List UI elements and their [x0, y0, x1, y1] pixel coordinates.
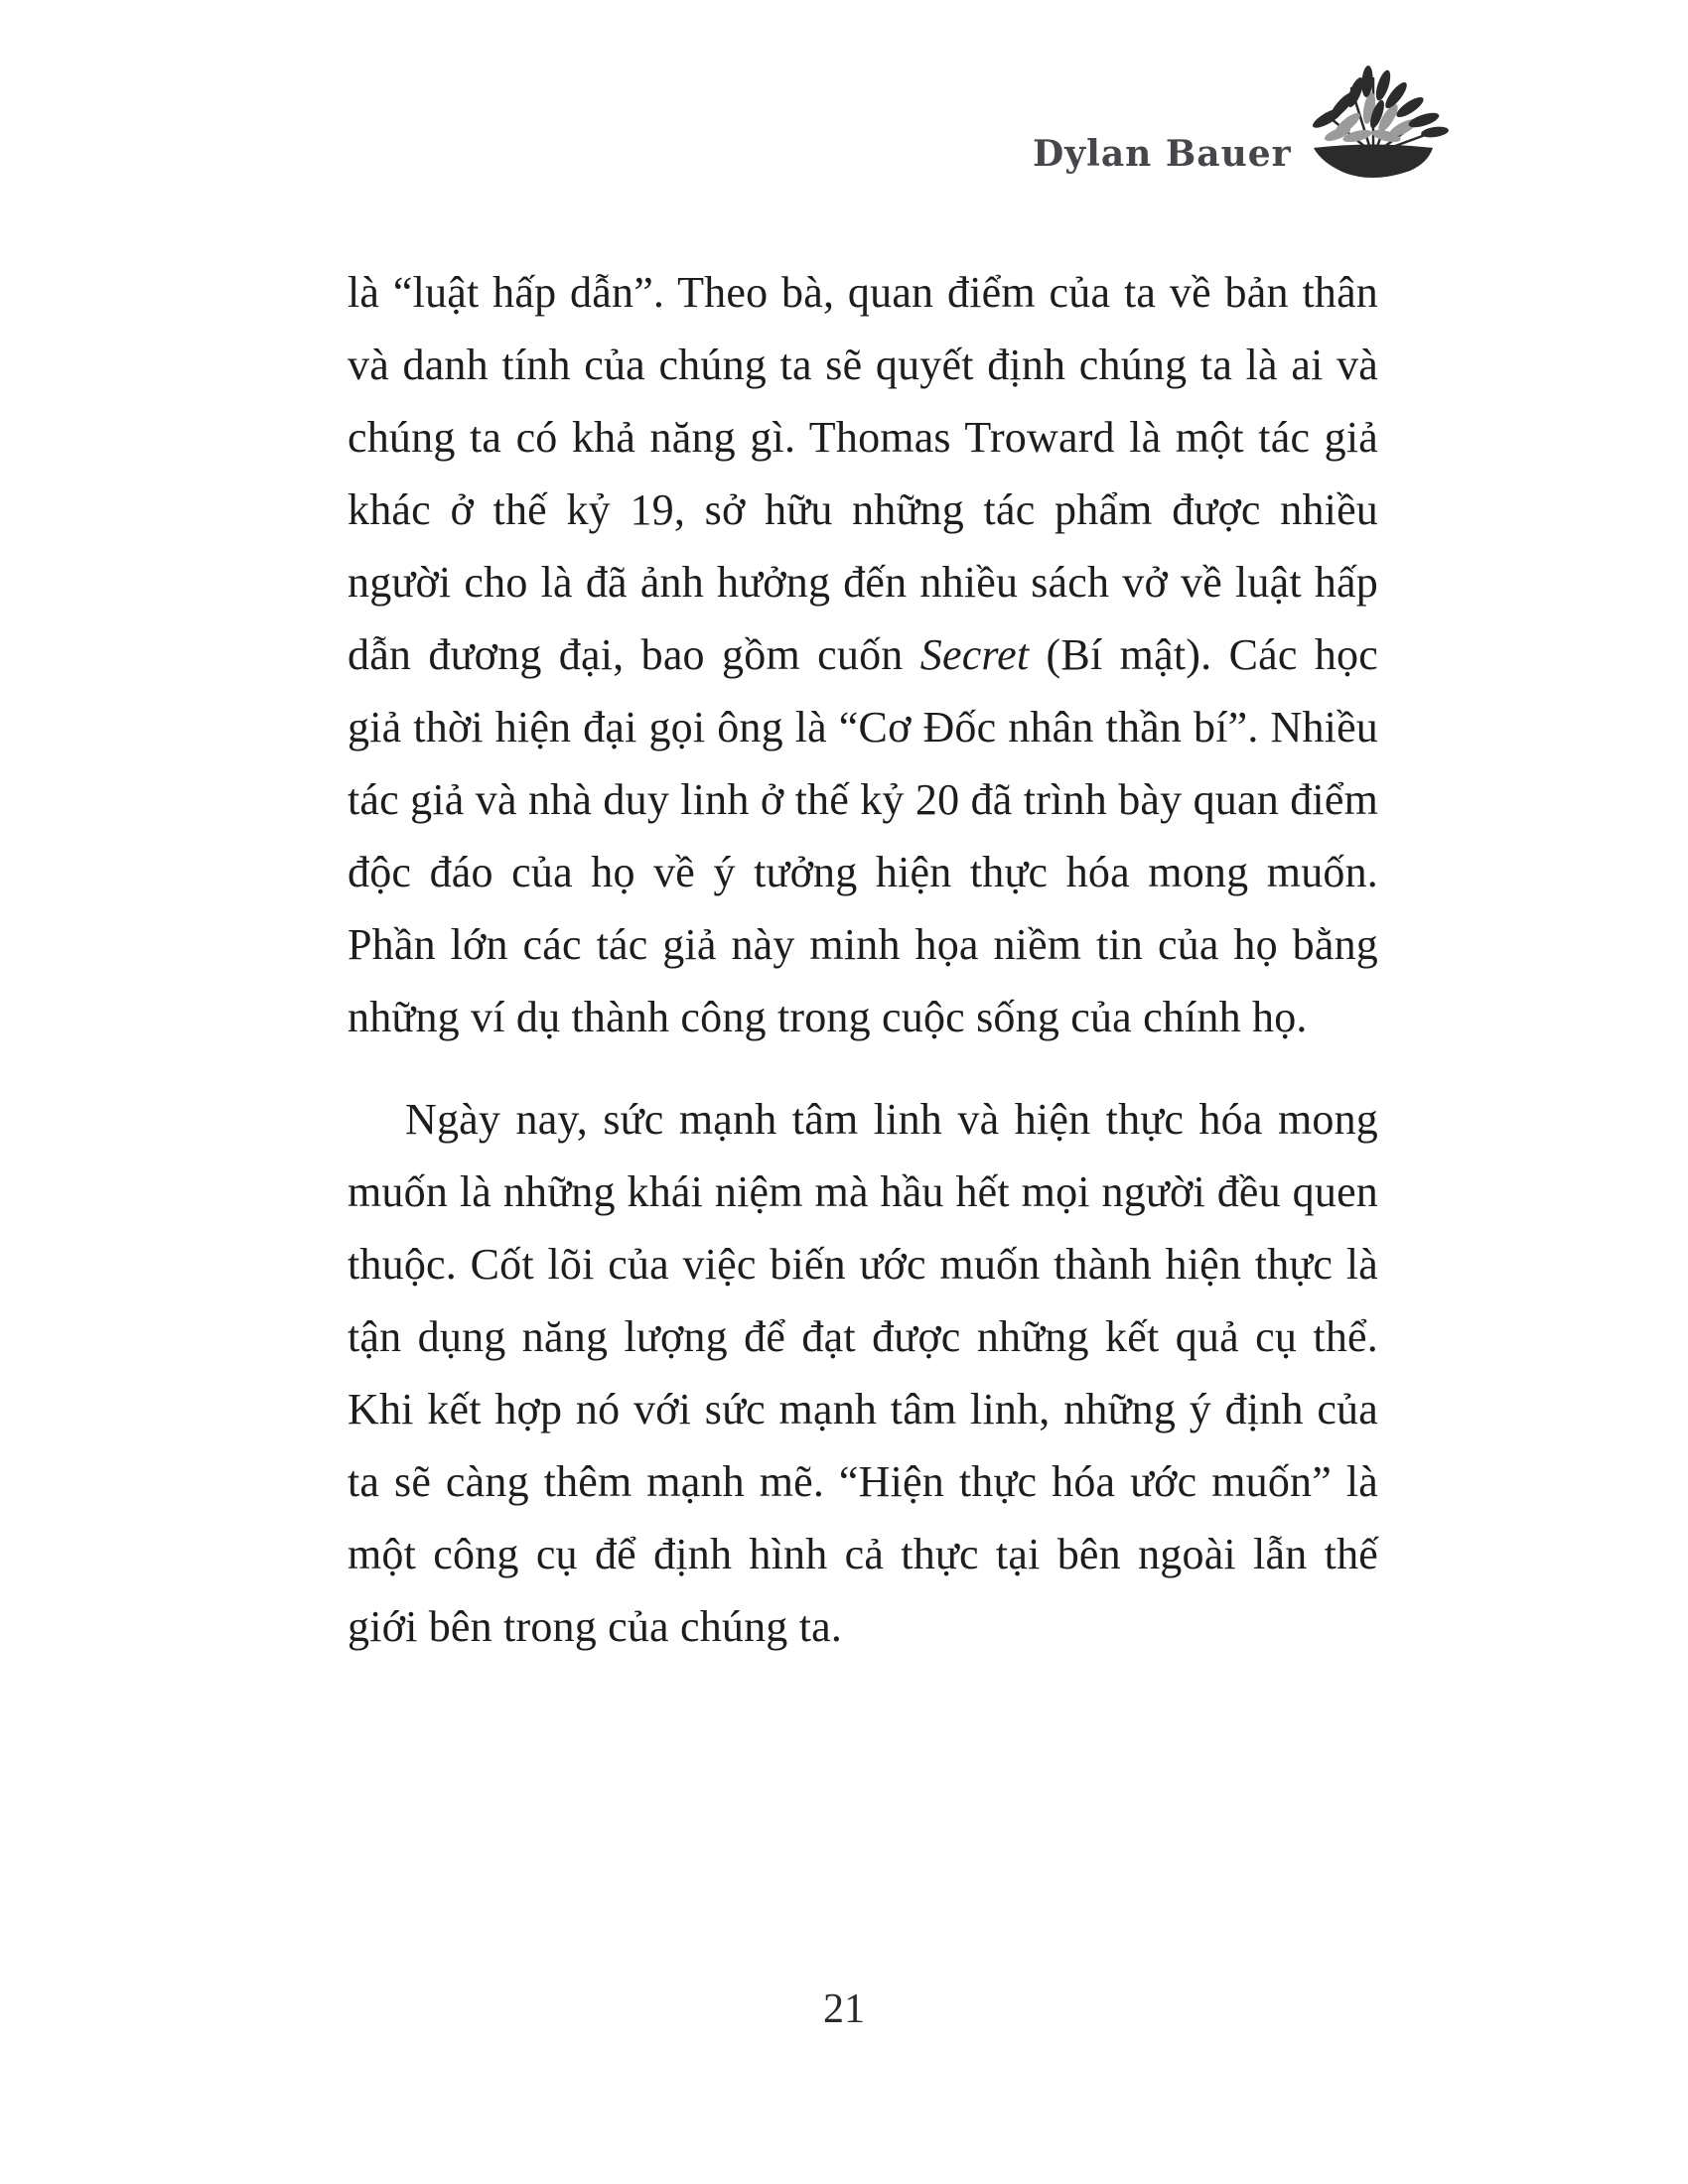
paragraph-1-text-after: (Bí mật). Các học giả thời hiện đại gọi ông là “Cơ Đốc nhân thần bí”. Nhiều tác giả và nhà duy linh ở thế kỷ 20 đã trình bày quan điểm độc đáo của họ về ý tưởng hiện thực hóa mong muốn. Phần lớn các tác giả này minh họa niềm tin của họ bằng những ví dụ thành công trong cuộc sống của chính họ.: [348, 630, 1378, 1041]
page-header: [1033, 55, 1375, 194]
paragraph-1: [348, 256, 1378, 1053]
paragraph-2: Ngày nay, sức mạnh tâm linh và hiện thực hóa mong muốn là những khái niệm mà hầu hết mọi người đều quen thuộc. Cốt lõi của việc biến ước muốn thành hiện thực là tận dụng năng lượng để đạt được những kết quả cụ thể. Khi kết hợp nó với sức mạnh tâm linh, những ý định của ta sẽ càng thêm mạnh mẽ. “Hiện thực hóa ước muốn” là một công cụ để định hình cả thực tại bên ngoài lẫn thế giới bên trong của chúng ta.: [348, 1095, 1378, 1651]
paragraph-1-text-before: là “luật hấp dẫn”. Theo bà, quan điểm của ta về bản thân và danh tính của chúng ta sẽ quyết định chúng ta là ai và chúng ta có khả năng gì. Thomas Troward là một tác giả khác ở thế kỷ 19, sở hữu những tác phẩm được nhiều người cho là đã ảnh hưởng đến nhiều sách vở về luật hấp dẫn đương đại, bao gồm cuốn: [348, 268, 1378, 679]
page-number: 21: [823, 1986, 865, 2032]
plant-in-bowl-icon: [1298, 63, 1449, 194]
author-name: Dylan Bauer: [1033, 133, 1292, 175]
book-title-italic: Secret: [919, 630, 1030, 679]
body-text: [348, 256, 1378, 1663]
